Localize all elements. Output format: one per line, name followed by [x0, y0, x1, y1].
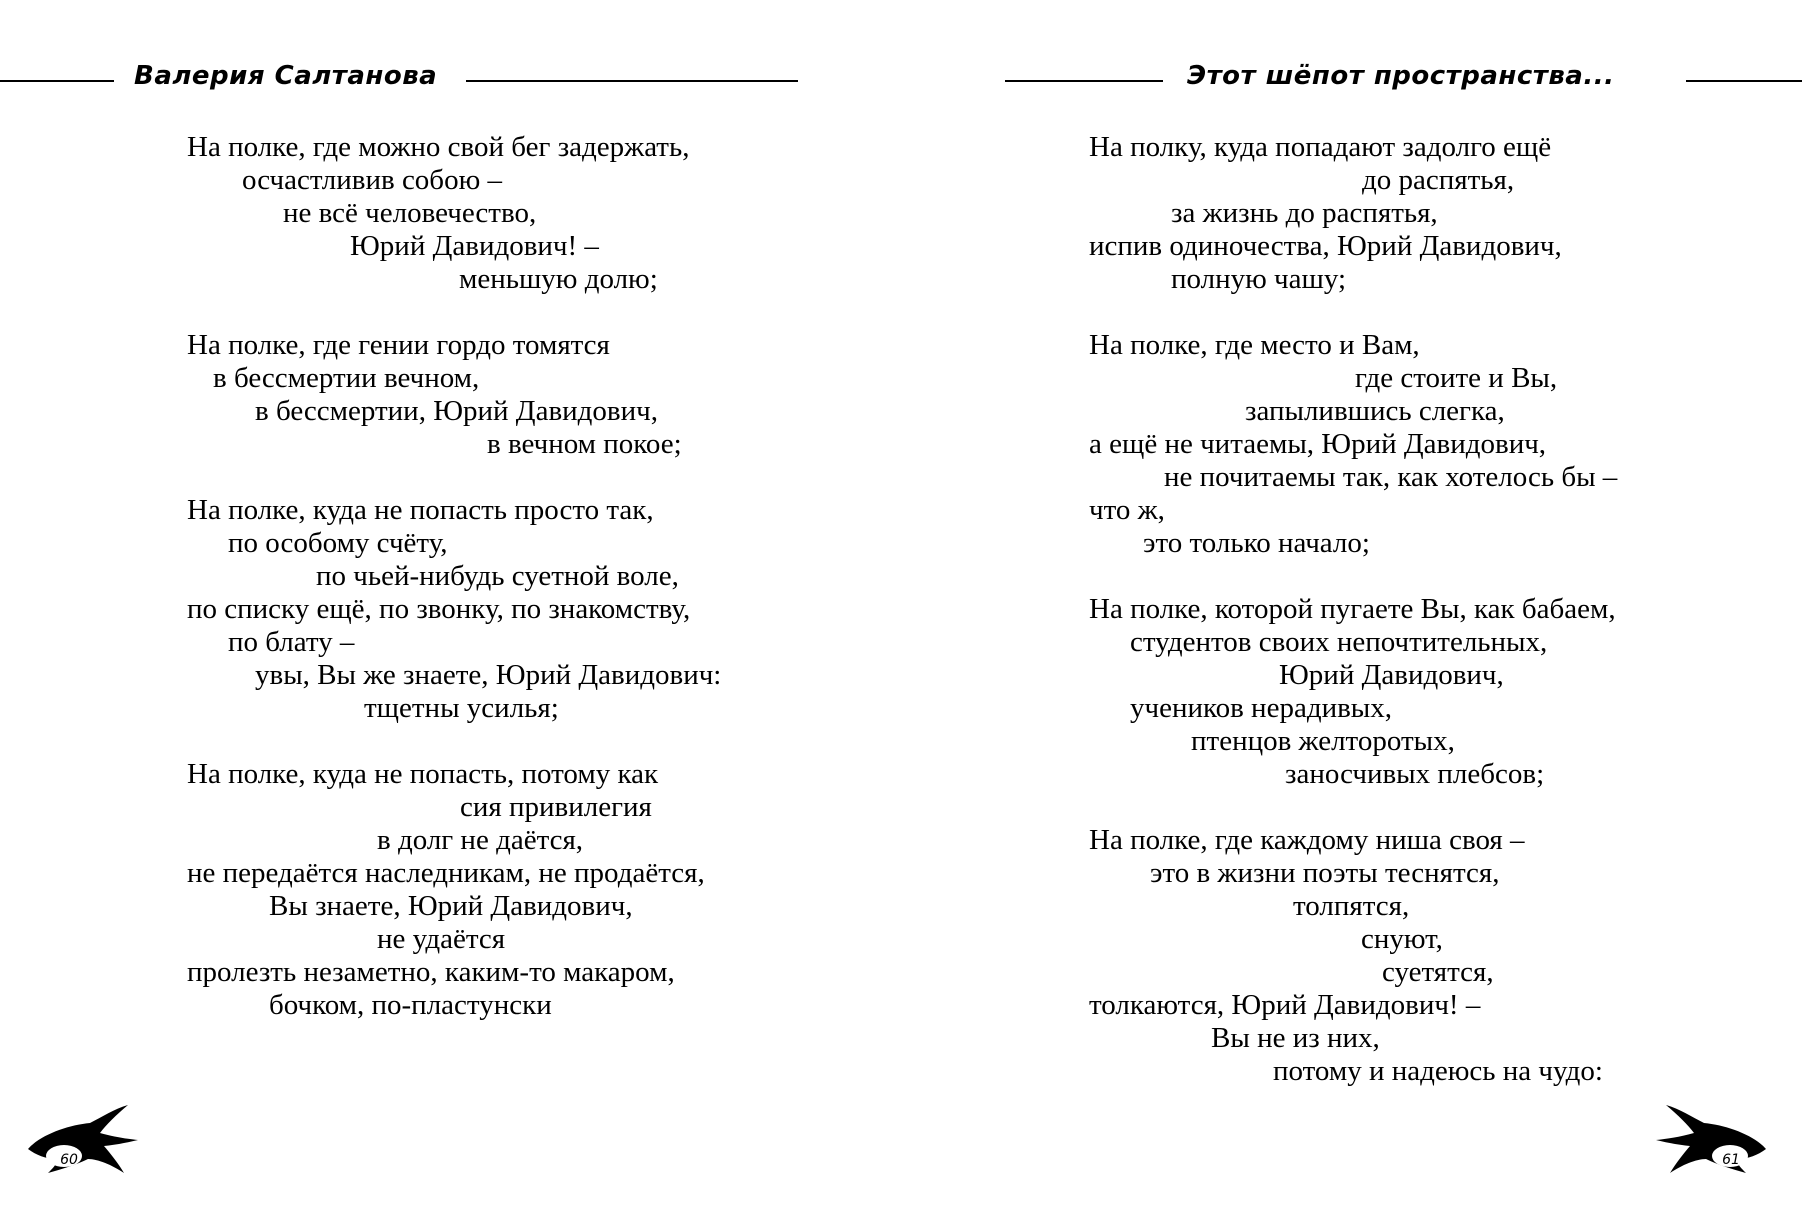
poem-line: На полке, которой пугаете Вы, как бабаем,: [1089, 593, 1616, 625]
page-number: 60: [60, 1152, 78, 1168]
stanza-gap: [1089, 560, 1617, 593]
poem-line: Вы не из них,: [1211, 1022, 1380, 1054]
poem-line: На полку, куда попадают задолго ещё: [1089, 131, 1552, 163]
poem-line: бочком, по-пластунски: [269, 989, 552, 1021]
poem-line: тщетны усилья;: [364, 692, 559, 724]
poem-line: где стоите и Вы,: [1355, 362, 1558, 394]
poem-line: Вы знаете, Юрий Давидович,: [269, 890, 633, 922]
stanza-gap: [187, 461, 721, 494]
poem-line: не передаётся наследникам, не продаётся,: [187, 857, 705, 889]
poem-line: полную чашу;: [1171, 263, 1347, 295]
poem-line: в бессмертии, Юрий Давидович,: [255, 395, 658, 427]
poem-line: по блату –: [228, 626, 355, 658]
swallow-icon: [1656, 1105, 1766, 1183]
poem-line: заносчивых плебсов;: [1285, 758, 1545, 790]
header-rule-right: [466, 80, 798, 82]
poem-text-left: [187, 131, 721, 1022]
poem-line: не всё человечество,: [283, 197, 537, 229]
poem-line: студентов своих непочтительных,: [1130, 626, 1548, 658]
poem-line: до распятья,: [1362, 164, 1515, 196]
poem-line: Юрий Давидович! –: [350, 230, 599, 262]
poem-line: птенцов желторотых,: [1191, 725, 1455, 757]
poem-text-right: [1089, 131, 1617, 1088]
poem-line: пролезть незаметно, каким-то макаром,: [187, 956, 675, 988]
poem-line: толпятся,: [1293, 890, 1410, 922]
header-rule-right: [1686, 80, 1802, 82]
header-book-title: Этот шёпот пространства...: [1187, 61, 1615, 91]
header-rule-left: [0, 80, 114, 82]
poem-line: снуют,: [1361, 923, 1443, 955]
poem-line: На полке, где место и Вам,: [1089, 329, 1420, 361]
stanza-gap: [1089, 296, 1617, 329]
poem-line: сия привилегия: [460, 791, 652, 823]
poem-line: по особому счёту,: [228, 527, 448, 559]
swallow-icon: [28, 1105, 138, 1183]
poem-line: меньшую долю;: [459, 263, 658, 295]
page-number: 61: [1722, 1152, 1740, 1168]
poem-line: Юрий Давидович,: [1279, 659, 1504, 691]
poem-line: осчастливив собою –: [242, 164, 502, 196]
poem-line: это только начало;: [1143, 527, 1370, 559]
poem-line: за жизнь до распятья,: [1171, 197, 1438, 229]
poem-line: суетятся,: [1382, 956, 1494, 988]
poem-line: На полке, куда не попасть, потому как: [187, 758, 659, 790]
poem-line: На полке, где каждому ниша своя –: [1089, 824, 1525, 856]
poem-line: потому и надеюсь на чудо:: [1273, 1055, 1603, 1087]
stanza-gap: [1089, 791, 1617, 824]
poem-line: не удаётся: [377, 923, 506, 955]
poem-line: в вечном покое;: [487, 428, 682, 460]
poem-line: не почитаемы так, как хотелось бы –: [1164, 461, 1618, 493]
poem-line: толкаются, Юрий Давидович! –: [1089, 989, 1481, 1021]
poem-line: запылившись слегка,: [1245, 395, 1505, 427]
stanza-gap: [187, 296, 721, 329]
poem-line: по списку ещё, по звонку, по знакомству,: [187, 593, 691, 625]
stanza-gap: [187, 725, 721, 758]
poem-line: На полке, где гении гордо томятся: [187, 329, 610, 361]
poem-line: а ещё не читаемы, Юрий Давидович,: [1089, 428, 1547, 460]
header-rule-left: [1005, 80, 1163, 82]
poem-line: испив одиночества, Юрий Давидович,: [1089, 230, 1562, 262]
poem-line: На полке, где можно свой бег задержать,: [187, 131, 690, 163]
poem-line: в бессмертии вечном,: [213, 362, 480, 394]
poem-line: увы, Вы же знаете, Юрий Давидович:: [255, 659, 722, 691]
poem-line: в долг не даётся,: [377, 824, 584, 856]
right-page: [901, 0, 1802, 1213]
poem-line: что ж,: [1089, 494, 1165, 526]
poem-line: это в жизни поэты теснятся,: [1150, 857, 1500, 889]
poem-line: учеников нерадивых,: [1130, 692, 1393, 724]
poem-line: по чьей-нибудь суетной воле,: [316, 560, 679, 592]
poem-line: На полке, куда не попасть просто так,: [187, 494, 654, 526]
header-author-title: Валерия Салтанова: [134, 61, 438, 91]
